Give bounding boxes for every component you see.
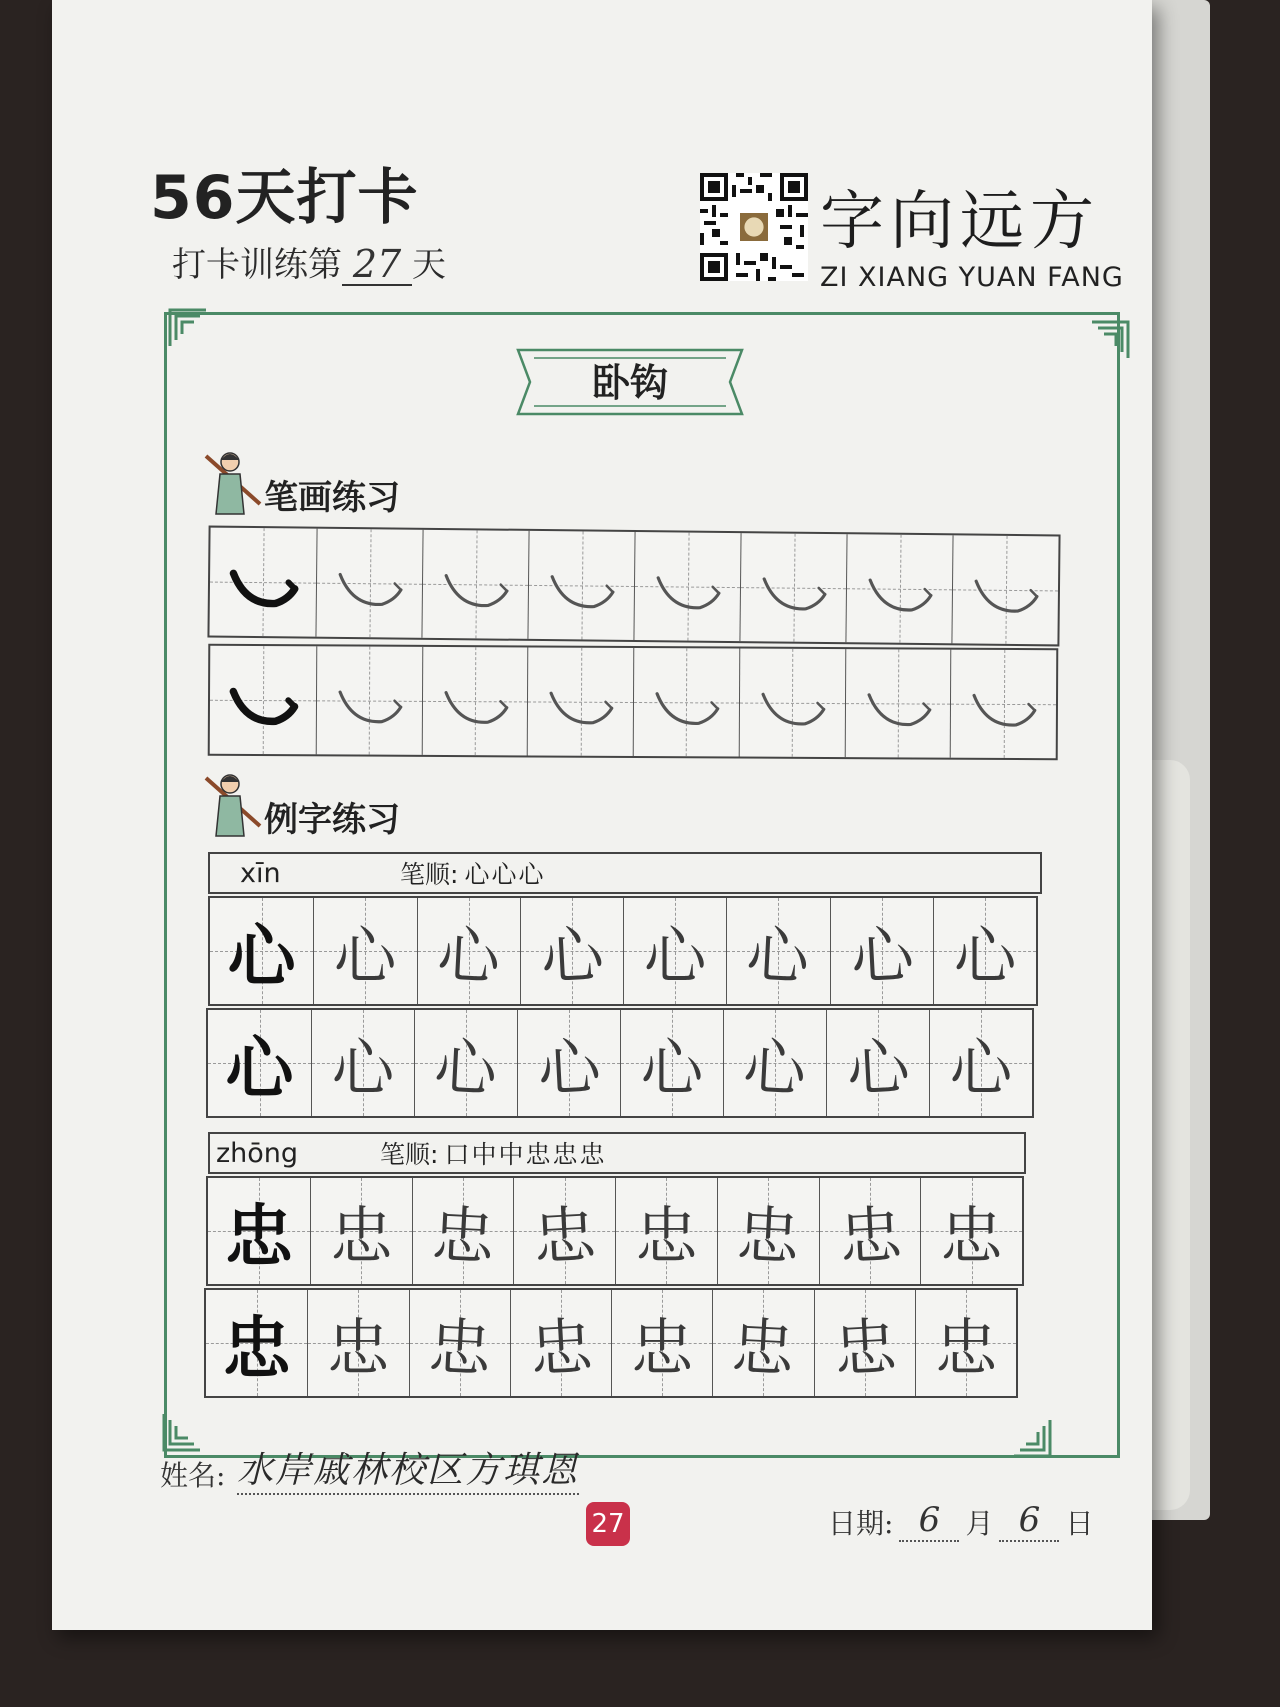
practice-character-cell <box>520 898 623 1004</box>
practice-character-cell <box>409 1290 510 1396</box>
handwritten-character: 忠 <box>729 1310 797 1387</box>
qr-code-icon <box>700 173 808 281</box>
handwritten-character: 忠 <box>940 1200 1003 1273</box>
practice-character-cell <box>414 1010 517 1116</box>
handwritten-character: 忠 <box>531 1198 599 1275</box>
month-label: 月 <box>965 1507 994 1540</box>
handwritten-character: 忠 <box>528 1310 595 1387</box>
wogou-stroke-icon <box>316 529 422 638</box>
character-practice-row <box>206 1176 1024 1286</box>
model-character-cell <box>208 1010 311 1116</box>
practice-stroke-cell <box>950 650 1056 759</box>
corner-ornament-icon <box>160 1410 204 1454</box>
model-character-cell <box>208 1178 310 1284</box>
brand-name-en: ZI XIANG YUAN FANG <box>820 262 1124 293</box>
practice-stroke-cell <box>633 532 740 641</box>
practice-stroke-cell <box>845 534 952 643</box>
practice-character-cell <box>726 898 829 1004</box>
section-title-stroke-practice: 笔画练习 <box>264 478 400 518</box>
handwritten-character: 忠 <box>837 1198 904 1275</box>
handwritten-character: 心 <box>848 918 916 995</box>
day-counter <box>172 237 446 286</box>
practice-character-cell <box>920 1178 1022 1284</box>
handwritten-character: 心 <box>953 920 1017 993</box>
model-character: 忠 <box>224 1196 293 1277</box>
stroke-order-label: 笔顺: <box>400 860 459 889</box>
character-practice-row <box>206 1008 1034 1118</box>
wogou-stroke-icon <box>209 528 316 637</box>
character-info-bar <box>208 1132 1026 1174</box>
wogou-stroke-icon <box>210 646 316 755</box>
practice-character-cell <box>915 1290 1016 1396</box>
handwritten-character: 忠 <box>734 1198 801 1275</box>
wogou-stroke-icon <box>951 650 1056 759</box>
brand-name-cn: 字向远方 <box>820 185 1100 259</box>
wogou-stroke-icon <box>952 535 1058 644</box>
practice-character-cell <box>819 1178 921 1284</box>
wogou-stroke-icon <box>845 649 950 758</box>
practice-character-cell <box>412 1178 514 1284</box>
wogou-stroke-icon <box>846 534 952 643</box>
day-badge: 27 <box>586 1502 630 1546</box>
handwritten-character: 心 <box>640 1032 704 1105</box>
practice-stroke-cell <box>844 649 950 758</box>
practice-character-cell <box>517 1010 620 1116</box>
handwritten-character: 心 <box>744 918 812 995</box>
corner-ornament-icon <box>1088 318 1132 362</box>
model-character-cell <box>206 1290 307 1396</box>
handwritten-character: 心 <box>432 1030 499 1107</box>
practice-character-cell <box>311 1010 414 1116</box>
date-month: 6 <box>899 1500 959 1542</box>
date-line <box>828 1500 1093 1542</box>
corner-ornament-icon <box>166 306 210 350</box>
stroke-order-label: 笔顺: <box>380 1140 439 1169</box>
practice-character-cell <box>623 898 726 1004</box>
practice-stroke-cell <box>421 530 528 639</box>
practice-character-cell <box>510 1290 611 1396</box>
handwritten-character: 心 <box>845 1030 912 1107</box>
practice-character-cell <box>814 1290 915 1396</box>
handwritten-character: 忠 <box>934 1312 998 1385</box>
practice-character-cell <box>310 1178 412 1284</box>
practice-stroke-cell <box>738 649 844 758</box>
practice-character-cell <box>611 1290 712 1396</box>
practice-character-cell <box>933 898 1036 1004</box>
handwritten-character: 忠 <box>329 1200 393 1273</box>
name-label: 姓名: <box>160 1459 226 1492</box>
handwritten-character: 心 <box>536 1030 603 1107</box>
wogou-stroke-icon <box>740 533 846 642</box>
wogou-stroke-icon <box>528 647 633 756</box>
handwritten-character: 心 <box>331 1032 395 1105</box>
day-prefix: 打卡训练第 <box>172 245 342 285</box>
practice-character-cell <box>830 898 933 1004</box>
model-stroke-cell <box>209 528 316 637</box>
handwritten-character: 忠 <box>635 1200 698 1273</box>
model-character: 忠 <box>222 1308 291 1389</box>
scholar-mascot-icon <box>204 770 264 840</box>
model-character: 心 <box>225 1028 294 1109</box>
wogou-stroke-icon <box>316 646 421 755</box>
section-title-example-practice: 例字练习 <box>264 800 400 840</box>
stroke-order-sequence: 心心心 <box>464 860 546 889</box>
lesson-title: 卧钩 <box>591 361 668 405</box>
handwritten-character: 心 <box>334 920 397 993</box>
day-suffix: 天 <box>412 245 446 285</box>
practice-character-cell <box>717 1178 819 1284</box>
practice-character-cell <box>417 898 520 1004</box>
practice-stroke-cell <box>527 531 634 640</box>
student-name: 水岸戚林校区方琪恩 <box>237 1442 579 1495</box>
wogou-stroke-icon <box>739 649 844 758</box>
practice-character-cell <box>313 898 416 1004</box>
pinyin-label: zhōng <box>216 1137 299 1169</box>
model-character-cell <box>210 898 313 1004</box>
handwritten-character: 忠 <box>429 1198 496 1275</box>
practice-character-cell <box>307 1290 408 1396</box>
handwritten-character: 忠 <box>630 1312 694 1385</box>
page-title: 56天打卡 <box>150 163 419 233</box>
model-stroke-cell <box>210 646 316 755</box>
wogou-stroke-icon <box>528 531 634 640</box>
handwritten-character: 心 <box>435 918 502 995</box>
handwritten-character: 心 <box>741 1030 808 1107</box>
practice-character-cell <box>620 1010 723 1116</box>
handwritten-character: 忠 <box>426 1310 493 1387</box>
model-character: 心 <box>227 916 296 997</box>
handwritten-character: 忠 <box>327 1312 390 1385</box>
day-number: 27 <box>342 244 412 286</box>
pinyin-label: xīn <box>240 857 281 889</box>
handwritten-character: 心 <box>643 920 707 993</box>
handwritten-character: 心 <box>949 1032 1013 1105</box>
practice-character-cell <box>513 1178 615 1284</box>
practice-stroke-cell <box>739 533 846 642</box>
practice-character-cell <box>723 1010 826 1116</box>
practice-character-cell <box>826 1010 929 1116</box>
handwritten-character: 心 <box>539 918 606 995</box>
date-label: 日期: <box>828 1507 894 1540</box>
day-label: 日 <box>1065 1507 1094 1540</box>
practice-character-cell <box>712 1290 813 1396</box>
stroke-practice-row <box>207 526 1060 647</box>
practice-stroke-cell <box>527 647 633 756</box>
corner-ornament-icon <box>1010 1416 1054 1460</box>
stroke-practice-row <box>208 644 1059 760</box>
date-day: 6 <box>999 1500 1059 1542</box>
practice-stroke-cell <box>633 648 739 757</box>
scholar-mascot-icon <box>204 448 264 518</box>
practice-stroke-cell <box>951 535 1058 644</box>
handwritten-character: 忠 <box>831 1310 899 1387</box>
wogou-stroke-icon <box>422 647 527 756</box>
stroke-order-sequence: 口中中忠忠忠 <box>444 1140 607 1169</box>
practice-stroke-cell <box>421 647 527 756</box>
character-practice-row <box>204 1288 1018 1398</box>
practice-character-cell <box>615 1178 717 1284</box>
practice-character-cell <box>929 1010 1032 1116</box>
practice-stroke-cell <box>315 646 421 755</box>
practice-stroke-cell <box>315 529 422 638</box>
wogou-stroke-icon <box>634 532 740 641</box>
wogou-stroke-icon <box>634 648 739 757</box>
character-practice-row <box>208 896 1038 1006</box>
character-info-bar <box>208 852 1042 894</box>
wogou-stroke-icon <box>422 530 528 639</box>
